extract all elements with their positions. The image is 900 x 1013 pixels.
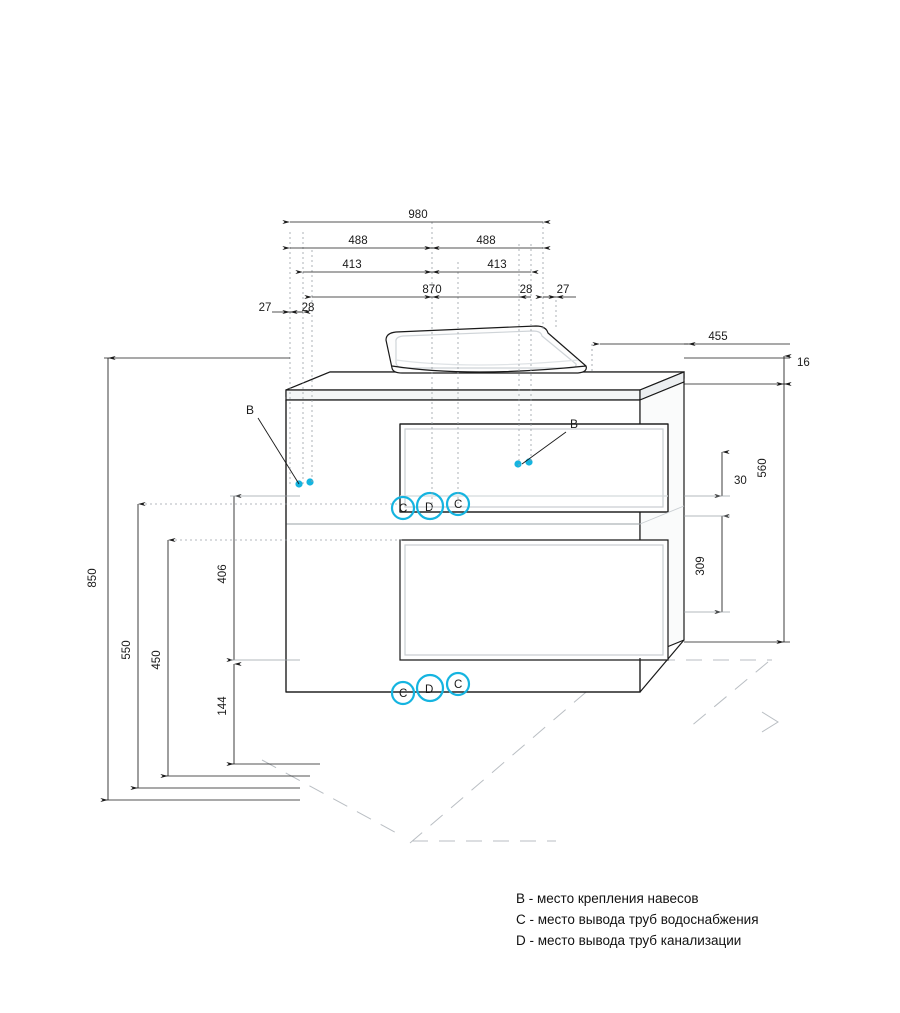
marker-d-lower: D xyxy=(425,684,434,696)
legend-item-d: D - место вывода труб канализации xyxy=(516,933,742,948)
dim-413-left: 413 xyxy=(342,259,362,271)
marker-d-upper: D xyxy=(425,502,434,514)
dim-30: 30 xyxy=(734,475,747,487)
marker-c-right-lower: C xyxy=(454,679,463,691)
label-b-left: B xyxy=(246,403,255,417)
dim-980: 980 xyxy=(408,209,428,221)
legend-item-b: B - место крепления навесов xyxy=(516,891,699,906)
dim-28-left: 28 xyxy=(301,302,315,314)
dim-450: 450 xyxy=(151,650,163,670)
dim-870: 870 xyxy=(422,284,442,296)
dim-488-right: 488 xyxy=(476,235,496,247)
dim-27-left: 27 xyxy=(258,302,272,314)
marker-c-left-upper: C xyxy=(399,503,408,515)
dim-560: 560 xyxy=(757,458,769,478)
dim-850: 850 xyxy=(87,568,99,588)
dim-horizontal-group xyxy=(272,222,576,312)
dim-455: 455 xyxy=(708,331,728,343)
marker-c-right-upper: C xyxy=(454,499,463,511)
dim-550: 550 xyxy=(121,640,133,660)
dim-413-right: 413 xyxy=(487,259,507,271)
dim-488-left: 488 xyxy=(348,235,368,247)
dim-16: 16 xyxy=(797,357,810,369)
label-b-right: B xyxy=(570,417,579,431)
dim-right-group xyxy=(684,356,790,642)
marker-c-left-lower: C xyxy=(399,688,408,700)
dim-27-right: 27 xyxy=(556,284,570,296)
dim-309: 309 xyxy=(695,556,707,576)
cabinet-body xyxy=(286,372,684,692)
dim-144: 144 xyxy=(217,696,229,716)
floor-arrow xyxy=(762,712,778,732)
dim-406: 406 xyxy=(217,564,229,584)
dim-28-right: 28 xyxy=(519,284,533,296)
legend xyxy=(516,888,856,951)
washbasin xyxy=(386,326,586,373)
legend-item-c: C - место вывода труб водоснабжения xyxy=(516,912,759,927)
